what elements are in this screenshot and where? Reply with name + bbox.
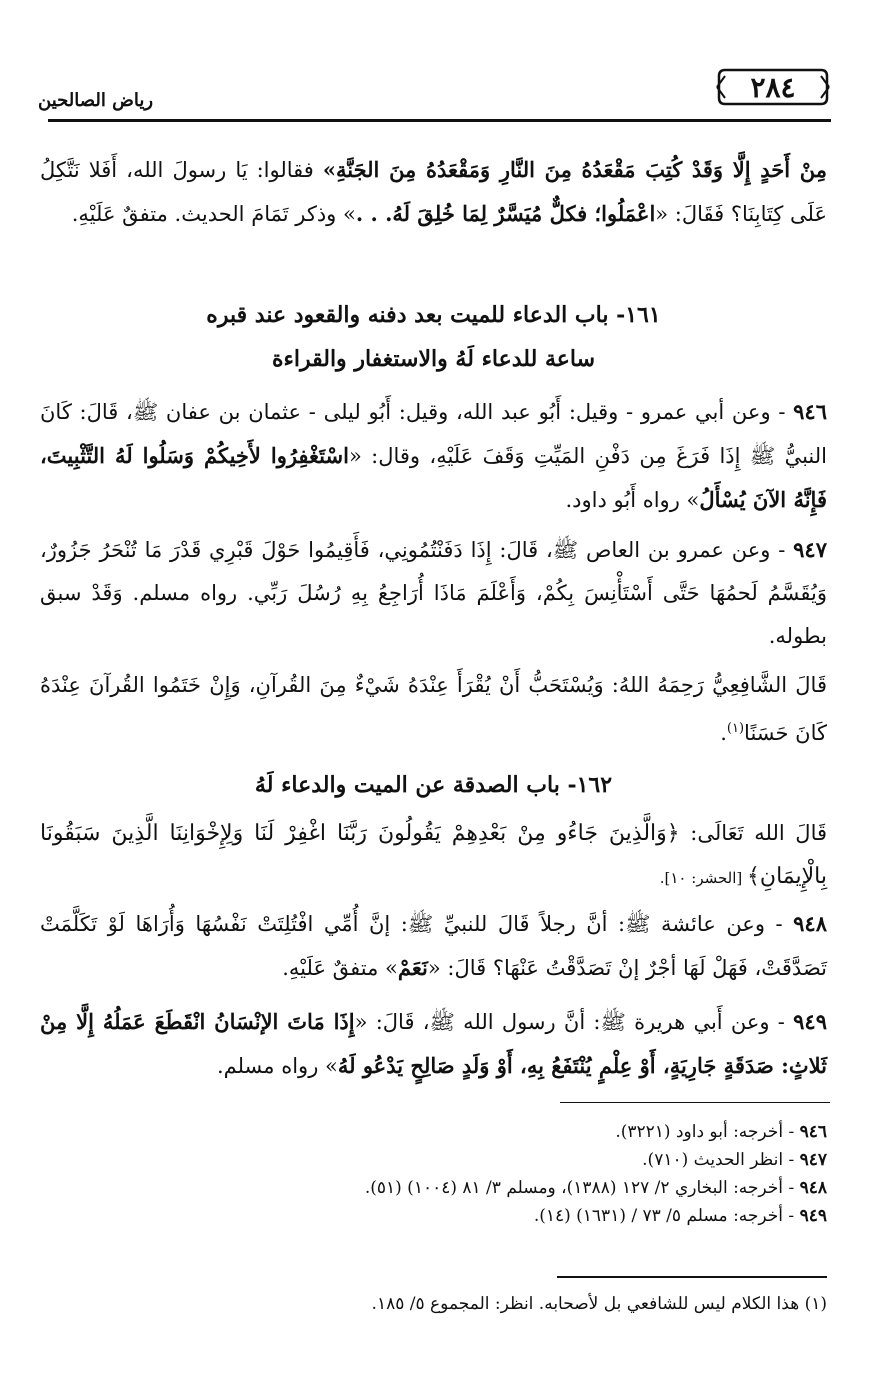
footnote-marker: (١) bbox=[726, 721, 745, 736]
takhrij-item bbox=[40, 1174, 827, 1202]
text-run: - وعن عائشة ﷺ: أنَّ رجلاً قَالَ للنبيِّ ﷺ: إنَّ أُمِّي افْتُلِتَتْ نَفْسُهَا وَأُرَاهَا لَوْ تَكَلَّمَتْ تَصَدَّقَتْ، فَهَلْ لَهَا أجْرٌ إنْ تَصَدَّقْتُ عَنْهَا؟ قَالَ: « bbox=[40, 912, 827, 980]
hadith-quote: مِنْ أَحَدٍ إِلَّا وَقَدْ كُتِبَ مَقْعَدُهُ مِنَ النَّارِ وَمَقْعَدُهُ مِنَ الجَنَّةِ» bbox=[322, 157, 827, 182]
hadith-948 bbox=[40, 902, 827, 990]
text-run: » رواه مسلم. bbox=[216, 1054, 338, 1078]
footnote bbox=[40, 1290, 827, 1318]
takhrij-item bbox=[40, 1146, 827, 1174]
hadith-number: ٩٤٩ bbox=[793, 1009, 827, 1034]
text-run: . bbox=[720, 721, 727, 745]
takhrij-list bbox=[40, 1118, 827, 1230]
hadith-quote: اعْمَلُوا؛ فكلٌّ مُيَسَّرٌ لِمَا خُلِقَ لَهُ. . . bbox=[355, 201, 656, 226]
takhrij-item bbox=[40, 1118, 827, 1146]
hadith-949 bbox=[40, 1000, 827, 1088]
takhrij-text: - انظر الحديث (٧١٠). bbox=[642, 1150, 800, 1170]
takhrij-text: - أخرجه: البخاري ٢/ ١٢٧ (١٣٨٨)، ومسلم ٣/ ٨١ (١٠٠٤) (٥١). bbox=[364, 1178, 800, 1198]
header-rule bbox=[48, 119, 831, 122]
page-number-box bbox=[715, 66, 831, 108]
page-number: ٢٨٤ bbox=[750, 70, 796, 104]
footnote-rule bbox=[557, 1276, 827, 1278]
takhrij-text: - أخرجه: أبو داود (٣٢٢١). bbox=[615, 1122, 800, 1142]
book-title: رياض الصالحين bbox=[38, 90, 154, 111]
text-run: » متفقٌ عَلَيْهِ. bbox=[282, 956, 398, 980]
hadith-number: ٩٤٧ bbox=[793, 537, 827, 562]
hadith-number: ٩٤٨ bbox=[793, 911, 827, 936]
text-run: - وعن عمرو بن العاص ﷺ، قَالَ: إِذَا دَفَنْتُمُونِي، فَأَقِيمُوا حَوْلَ قَبْرِي قَدْرَ مَا تُنْحَرُ جَزُورٌ، وَيُقَسَّمُ لَحمُهَا حَتَّى أَسْتَأْنِسَ بِكُمْ، وَأَعْلَمَ مَاذَا أُرَاجِعُ بِهِ رُسُلَ رَبِّي. رواه مسلم. وَقَدْ سبق بطوله. bbox=[40, 538, 827, 648]
hadith-quote: اسْتَغْفِرُوا لأَخِيكُمْ وَسَلُوا لَهُ التَّثْبِيتَ، فَإِنَّهُ الآنَ يُسْأَلُ bbox=[40, 443, 827, 512]
hadith-946 bbox=[40, 390, 827, 522]
hadith-quote: إِذَا مَاتَ الإنْسَانُ انْقَطَعَ عَمَلُهُ إِلَّا مِنْ ثَلاثٍ: صَدَقَةٍ جَارِيَةٍ، أَوْ عِلْمٍ يُنْتَفَعُ بِهِ، أَوْ وَلَدٍ صَالِحٍ يَدْعُو لَهُ bbox=[40, 1009, 827, 1078]
takhrij-rule bbox=[560, 1102, 830, 1103]
text-run: » رواه أَبُو داود. bbox=[565, 488, 700, 512]
text-run: - وعن أبي عمرو - وقيل: أَبُو عبد الله، وقيل: أَبُو ليلى - عثمان بن عفان ﷺ، قَالَ: كَانَ النبيُّ ﷺ إِذَا فَرَغَ مِن دَفْنِ المَيِّتِ وَقَفَ عَلَيْهِ، وقال: « bbox=[40, 400, 827, 468]
shafii-paragraph bbox=[40, 664, 827, 755]
hadith-number: ٩٤٦ bbox=[793, 399, 827, 424]
text-run: فقالوا: يَا رسولَ الله، أَفَلا نَتَّكِلُ عَلَى كِتَابِنَا؟ فَقَالَ: « bbox=[40, 158, 827, 226]
takhrij-item bbox=[40, 1202, 827, 1230]
hadith-quote: نَعَمْ bbox=[397, 955, 428, 980]
text-run: قَالَ الله تَعَالَى: bbox=[679, 821, 828, 845]
text-run: - وعن أَبي هريرة ﷺ: أنَّ رسول الله ﷺ، قَالَ: « bbox=[354, 1010, 794, 1034]
text-run: قَالَ الشَّافِعِيُّ رَحِمَهُ اللهُ: وَيُسْتَحَبُّ أَنْ يُقْرَأَ عِنْدَهُ شَيْءٌ مِنَ القُرآنِ، وَإِنْ خَتَمُوا القُرآنَ عِنْدَهُ كَانَ حَسَنًا bbox=[40, 673, 827, 745]
quran-paragraph bbox=[40, 812, 827, 900]
takhrij-number: ٩٤٧ bbox=[799, 1150, 827, 1170]
text-run: » وذكر تَمَامَ الحديث. متفقٌ عَلَيْهِ. bbox=[71, 202, 356, 226]
paragraph-top bbox=[40, 148, 827, 236]
takhrij-text: - أخرجه: مسلم ٥/ ٧٣ / (١٦٣١) (١٤). bbox=[533, 1206, 800, 1226]
takhrij-number: ٩٤٦ bbox=[799, 1122, 827, 1142]
quran-verse: ﴿وَالَّذِينَ جَاءُو مِنْ بَعْدِهِمْ يَقُولُونَ رَبَّنَا اغْفِرْ لَنَا وَلِإِخْوَانِنَا الَّذِينَ سَبَقُونَا بِالْإِيمَانِ﴾ bbox=[40, 821, 827, 889]
footnote-text: هذا الكلام ليس للشافعي بل لأصحابه. انظر: المجموع ٥/ ١٨٥. bbox=[371, 1294, 805, 1314]
takhrij-number: ٩٤٨ bbox=[799, 1178, 827, 1198]
hadith-947 bbox=[40, 528, 827, 658]
chapter-161-title: ١٦١- باب الدعاء للميت بعد دفنه والقعود عند قبره bbox=[206, 302, 661, 328]
footnote-mark: (١) bbox=[804, 1294, 827, 1314]
takhrij-number: ٩٤٩ bbox=[799, 1206, 827, 1226]
verse-reference: [الحشر: ١٠]. bbox=[659, 869, 748, 887]
chapter-162-title: ١٦٢- باب الصدقة عن الميت والدعاء لَهُ bbox=[254, 772, 613, 798]
chapter-161-subtitle: ساعة للدعاء لَهُ والاستغفار والقراءة bbox=[271, 346, 596, 372]
